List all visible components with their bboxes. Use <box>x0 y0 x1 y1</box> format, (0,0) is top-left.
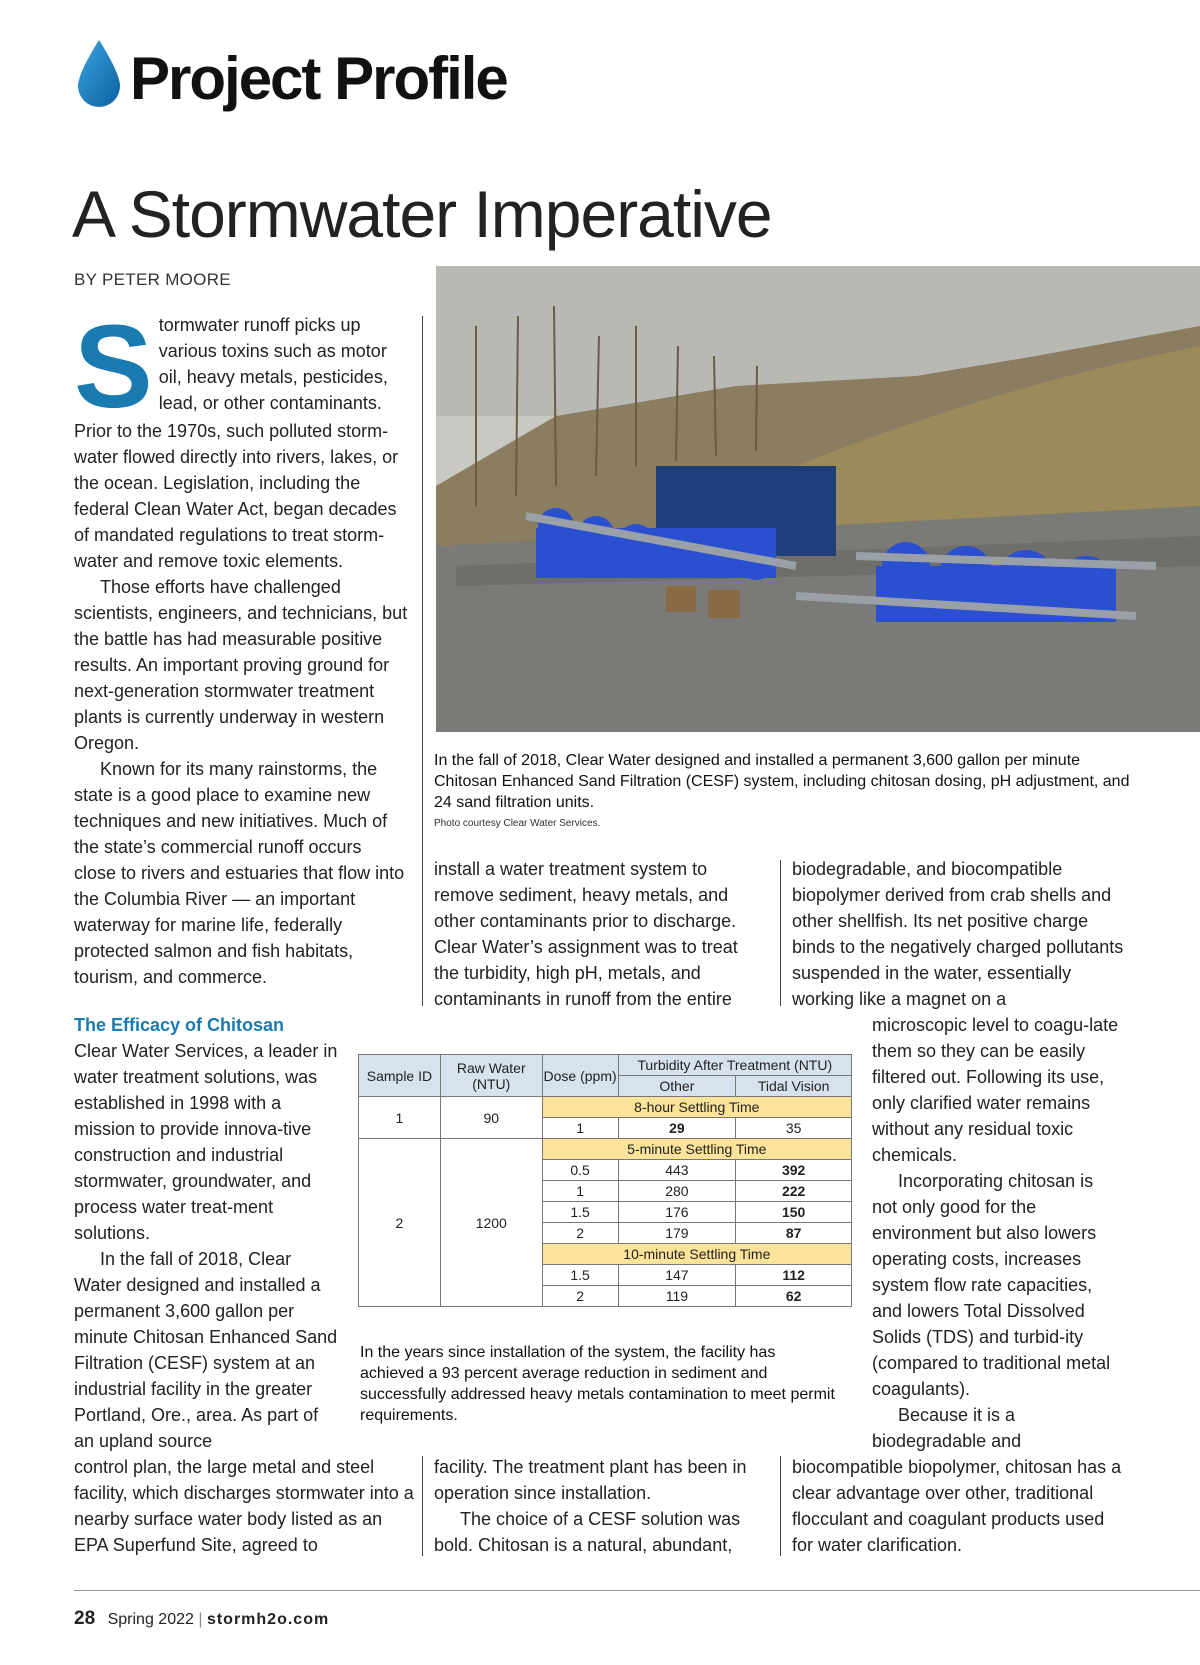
column-divider <box>422 1456 423 1556</box>
photo-caption: In the fall of 2018, Clear Water designed and installed a permanent 3,600 gallon per minute Chitosan Enhanced Sand Filtration (CESF) system, including chitosan dosing, pH adjustment, and 24 sand filtration units. <box>434 752 1130 811</box>
intro-line: oil, heavy metals, pesticides, <box>158 367 388 387</box>
paragraph: Because it is a biodegradable and <box>872 1405 1022 1451</box>
right-column-top <box>792 856 1128 1012</box>
paragraph: Incorporating chitosan is not only good for the environment but also lowers operating costs, increases system flow rate capacities, and lowers Total Dissolved Solids (TDS) and turbid-ity (compared to traditional metal coagulants). <box>872 1171 1111 1399</box>
intro-line: various toxins such as motor <box>158 341 387 361</box>
page-number: 28 <box>74 1608 96 1629</box>
tidal-cell: 62 <box>736 1286 852 1307</box>
raw-water-cell: 1200 <box>440 1139 542 1307</box>
paragraph: Known for its many rainstorms, the state is a good place to examine new techniques and new initiatives. Much of the state’s commercial runoff occurs close to rivers and estuaries that flow into the Columbia River — an important waterway for marine life, federally protected salmon and fish habitats, tourism, and commerce. <box>74 759 405 987</box>
header-dose: Dose (ppm) <box>542 1055 618 1097</box>
column-divider <box>780 860 781 1006</box>
photo-credit: Photo courtesy Clear Water Services. <box>434 818 601 829</box>
footer: 28 Spring 2022 | stormh2o.com <box>74 1608 330 1629</box>
dose-cell: 1.5 <box>542 1202 618 1223</box>
results-table <box>358 1054 852 1307</box>
dose-cell: 2 <box>542 1223 618 1244</box>
paragraph: facility. The treatment plant has been in operation since installation. <box>434 1457 747 1503</box>
dose-cell: 2 <box>542 1286 618 1307</box>
header-sample-id: Sample ID <box>359 1055 441 1097</box>
left-column-top <box>74 301 408 990</box>
intro-line: tormwater runoff picks up <box>158 315 361 335</box>
header-raw-water: Raw Water (NTU) <box>440 1055 542 1097</box>
issue-label: Spring 2022 <box>107 1611 194 1628</box>
column-divider <box>422 316 423 1006</box>
table-caption: In the years since installation of the system, the facility has achieved a 93 percent average reduction in sediment and successfully addressed heavy metals contamination to meet permit requirements. <box>360 1344 835 1424</box>
column-divider <box>780 1456 781 1556</box>
right-column-bottom <box>792 1454 1128 1558</box>
settling-band: 8-hour Settling Time <box>542 1097 851 1118</box>
other-cell: 280 <box>618 1181 736 1202</box>
raw-water-cell: 90 <box>440 1097 542 1139</box>
left-column-middle <box>74 1038 338 1454</box>
tidal-cell: 87 <box>736 1223 852 1244</box>
middle-column-top <box>434 856 766 1012</box>
paragraph: Clear Water Services, a leader in water treatment solutions, was established in 1998 with a mission to provide innova-tive construction and industrial stormwater, groundwater, and process water treat-ment solutions. <box>74 1041 338 1243</box>
section-title: Project Profile <box>130 45 507 112</box>
sample-id-cell: 1 <box>359 1097 441 1139</box>
paragraph: In the fall of 2018, Clear Water designed and installed a permanent 3,600 gallon per minute Chitosan Enhanced Sand Filtration (CESF) system at an industrial facility in the greater Portland, Ore., area. As part of an upland source <box>74 1249 338 1451</box>
paragraph: biocompatible biopolymer, chitosan has a clear advantage over other, traditional flocculant and coagulant products used for water clarification. <box>792 1457 1122 1555</box>
dose-cell: 0.5 <box>542 1160 618 1181</box>
footer-rule <box>74 1590 1200 1591</box>
paragraph: biodegradable, and biocompatible biopolymer derived from crab shells and other shellfish. Its net positive charge binds to the negatively charged pollutants suspended in the water, essentially working like a magnet on a <box>792 859 1124 1009</box>
byline: BY PETER MOORE <box>74 270 231 289</box>
other-cell: 176 <box>618 1202 736 1223</box>
settling-band: 10-minute Settling Time <box>542 1244 851 1265</box>
header-other: Other <box>618 1076 736 1097</box>
dose-cell: 1.5 <box>542 1265 618 1286</box>
paragraph: control plan, the large metal and steel facility, which discharges stormwater into a nearby surface water body listed as an EPA Superfund Site, agreed to <box>74 1457 414 1555</box>
paragraph: microscopic level to coagu-late them so they can be easily filtered out. Following its use, only clarified water remains without any residual toxic chemicals. <box>872 1015 1119 1165</box>
tidal-cell: 112 <box>736 1265 852 1286</box>
header-turbidity: Turbidity After Treatment (NTU) <box>618 1055 851 1076</box>
other-cell: 29 <box>618 1118 736 1139</box>
left-column-bottom <box>74 1454 414 1558</box>
paragraph: The choice of a CESF solution was bold. Chitosan is a natural, abundant, <box>434 1509 741 1555</box>
dropcap: S <box>74 301 153 433</box>
photo-filtration-system <box>436 266 1200 732</box>
dose-cell: 1 <box>542 1118 618 1139</box>
paragraph: install a water treatment system to remove sediment, heavy metals, and other contaminants prior to discharge. Clear Water’s assignment was to treat the turbidity, high pH, metals, and contaminants in runoff from the entire <box>434 859 738 1009</box>
middle-column-bottom <box>434 1454 770 1558</box>
subhead: The Efficacy of Chitosan <box>74 1015 285 1035</box>
article-title: A Stormwater Imperative <box>72 177 772 251</box>
site-link[interactable]: stormh2o.com <box>206 1611 330 1628</box>
other-cell: 147 <box>618 1265 736 1286</box>
paragraph: Those efforts have challenged scientists, engineers, and technicians, but the battle has had measurable positive results. An important proving ground for next-generation stormwater treatment plants is currently underway in western Oregon. <box>74 577 408 753</box>
other-cell: 119 <box>618 1286 736 1307</box>
sample-id-cell: 2 <box>359 1139 441 1307</box>
settling-band: 5-minute Settling Time <box>542 1139 851 1160</box>
tidal-cell: 222 <box>736 1181 852 1202</box>
header-tidal-vision: Tidal Vision <box>736 1076 852 1097</box>
paragraph: Prior to the 1970s, such polluted storm-water flowed directly into rivers, lakes, or the ocean. Legislation, including the federal Clean Water Act, began decades of mandated regulations to treat storm-water and remove toxic elements. <box>74 421 399 571</box>
tidal-cell: 392 <box>736 1160 852 1181</box>
water-drop-icon <box>74 38 124 110</box>
other-cell: 443 <box>618 1160 736 1181</box>
intro-line: lead, or other contaminants. <box>158 393 382 413</box>
tidal-cell: 150 <box>736 1202 852 1223</box>
tidal-cell: 35 <box>736 1118 852 1139</box>
right-column-middle <box>872 1012 1122 1454</box>
results-table-container <box>358 1054 852 1307</box>
dose-cell: 1 <box>542 1181 618 1202</box>
other-cell: 179 <box>618 1223 736 1244</box>
